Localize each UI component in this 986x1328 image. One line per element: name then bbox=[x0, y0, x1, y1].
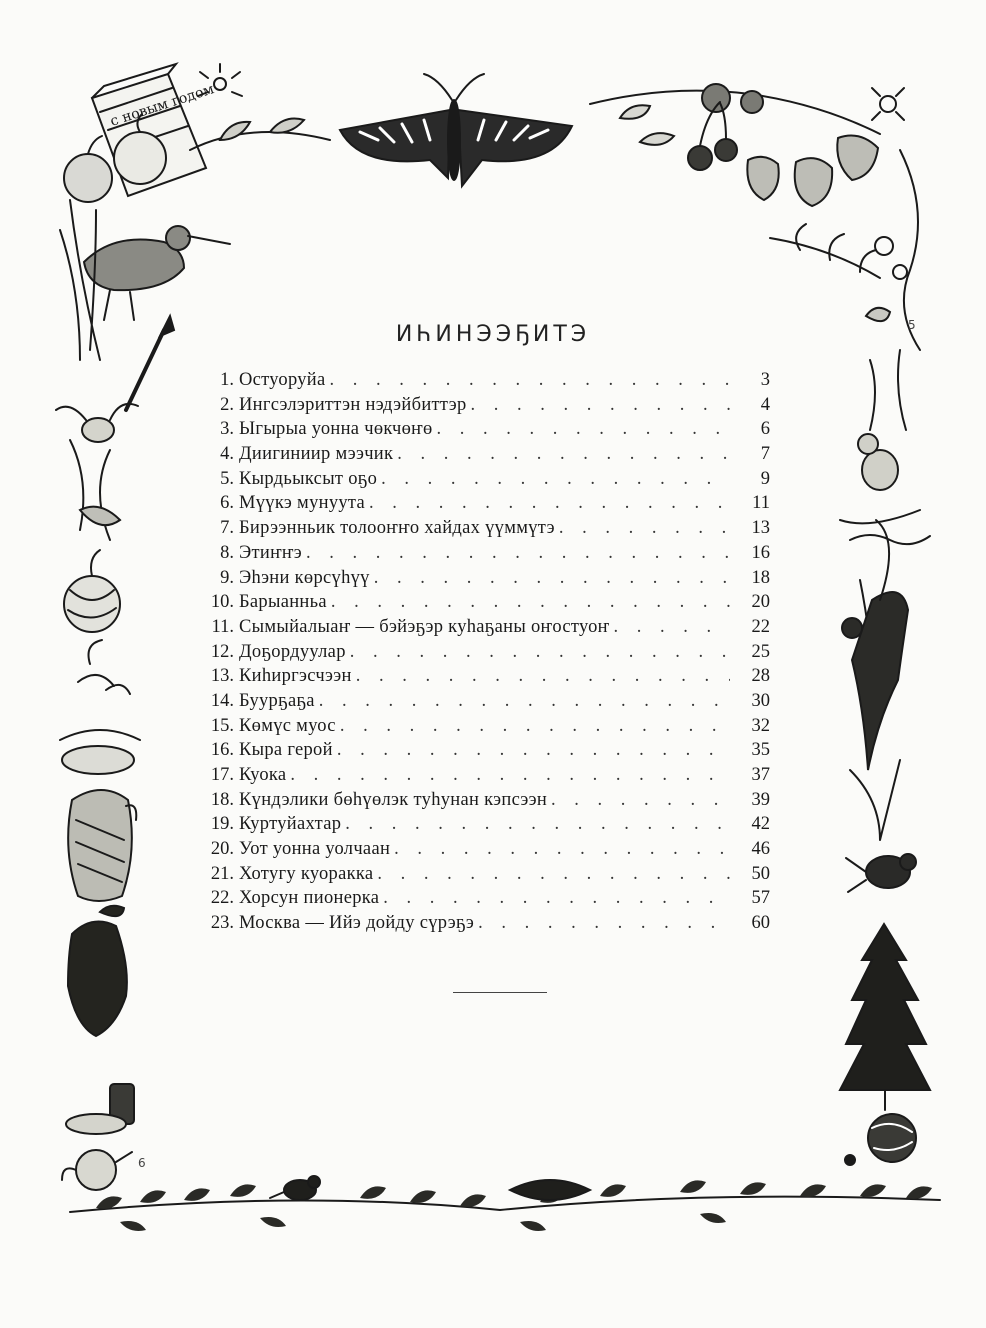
toc-entry-title: Кыра герой bbox=[239, 740, 333, 761]
toc-entry-page: 60 bbox=[751, 913, 770, 934]
toc-dot-leader bbox=[614, 615, 730, 640]
divider-rule bbox=[453, 992, 547, 993]
toc-entry-title: Куртуйахтар bbox=[239, 814, 342, 835]
toc-entry-title: Доҕордуулар bbox=[239, 641, 346, 662]
toc-entry-page: 4 bbox=[760, 394, 770, 415]
toc-entry-number: 18. bbox=[210, 789, 234, 810]
toc-dot-leader bbox=[290, 763, 730, 788]
toc-entry-page: 22 bbox=[751, 616, 770, 637]
toc-entry bbox=[198, 862, 770, 887]
toc-entry-page: 50 bbox=[751, 863, 770, 884]
toc-dot-leader bbox=[559, 516, 730, 541]
toc-entry-number: 10. bbox=[210, 592, 234, 613]
toc-entry-title: Кырдьыксыт оҕо bbox=[239, 468, 378, 489]
chick-illustration bbox=[840, 350, 930, 544]
toc-entry-number: 16. bbox=[210, 740, 234, 761]
toc-entry-number: 15. bbox=[210, 715, 234, 736]
toc-entry-number: 6. bbox=[220, 493, 234, 514]
toc-entry bbox=[198, 590, 770, 615]
toc-entry-title: Москва — Ийэ дойду сүрэҕэ bbox=[239, 913, 475, 934]
toc-entry-number: 4. bbox=[220, 444, 234, 465]
notebook-text: с новым годом bbox=[108, 81, 217, 130]
fir-tree-illustration bbox=[840, 924, 930, 1110]
toc-entry bbox=[198, 393, 770, 418]
toc-entry-page: 11 bbox=[752, 493, 770, 514]
toc-dot-leader bbox=[356, 664, 730, 689]
toc-dot-leader bbox=[381, 467, 730, 492]
toc-entry-title: Киһиргэсчээн bbox=[239, 666, 352, 687]
toc-entry-page: 25 bbox=[751, 641, 770, 662]
toc-dot-leader bbox=[337, 738, 730, 763]
toc-entry-number: 13. bbox=[210, 666, 234, 687]
toc-entry bbox=[198, 788, 770, 813]
toc-dot-leader bbox=[340, 714, 730, 739]
toc-dot-leader bbox=[350, 640, 730, 665]
toc-entry bbox=[198, 417, 770, 442]
woodcock-illustration bbox=[84, 226, 230, 320]
toc-entry-title: Күндэлики бөһүөлэк туһунан кэпсээн bbox=[239, 789, 548, 810]
toc-entry-number: 3. bbox=[220, 419, 234, 440]
berries-illustration bbox=[590, 84, 880, 206]
toc-dot-leader bbox=[394, 837, 730, 862]
toc-entry bbox=[198, 516, 770, 541]
toc-dot-leader bbox=[377, 862, 730, 887]
toc-entry-page: 28 bbox=[751, 666, 770, 687]
toc-dot-leader bbox=[437, 417, 731, 442]
toc-entry-number: 9. bbox=[220, 567, 234, 588]
toc-dot-leader bbox=[331, 590, 730, 615]
bear-illustration bbox=[68, 906, 127, 1036]
toc-entry bbox=[198, 467, 770, 492]
toc-entry-page: 37 bbox=[751, 765, 770, 785]
toc-dot-leader bbox=[330, 368, 730, 393]
toc-entry-number: 17. bbox=[210, 765, 234, 785]
toc-entry-number: 7. bbox=[220, 518, 234, 539]
toc-entry bbox=[198, 714, 770, 739]
toc-entry bbox=[198, 837, 770, 862]
toc-entry-title: Көмүс муос bbox=[239, 715, 336, 736]
toc-entry-number: 5. bbox=[220, 468, 234, 489]
toc-entry bbox=[198, 368, 770, 393]
toc-entry-number: 12. bbox=[210, 641, 234, 662]
toc-entry bbox=[198, 886, 770, 911]
toc-entry-page: 46 bbox=[751, 839, 770, 860]
toc-dot-leader bbox=[374, 566, 730, 591]
toc-entry-number: 8. bbox=[220, 542, 234, 563]
toc-entry bbox=[198, 442, 770, 467]
toc-entry bbox=[198, 738, 770, 763]
toc-entry-title: Уот уонна уолчаан bbox=[239, 839, 391, 860]
toc-entry-title: Хотугу куоракка bbox=[239, 863, 374, 884]
toc-entry-page: 9 bbox=[760, 468, 770, 489]
toc-entry bbox=[198, 566, 770, 591]
toc-entry-page: 20 bbox=[751, 592, 770, 613]
toc-entry-number: 20. bbox=[210, 839, 234, 860]
toc-entry bbox=[198, 812, 770, 837]
toc-entry-page: 13 bbox=[751, 518, 770, 539]
toc-entry-number: 14. bbox=[210, 690, 234, 711]
toc-entry-number: 22. bbox=[210, 888, 234, 909]
toc-entry-title: Диигиниир мээчик bbox=[239, 444, 394, 465]
toc-entry-title: Этиҥҥэ bbox=[239, 542, 302, 563]
contents-heading: ИҺИНЭЭҔИТЭ bbox=[395, 322, 591, 347]
bird-illustration bbox=[270, 1176, 320, 1200]
toc-entry-title: Ыгырыа уонна чөкчөҥө bbox=[239, 419, 433, 440]
toc-entry-title: Ингсэлэриттэн нэдэйбиттэр bbox=[239, 394, 467, 415]
toc-entry bbox=[198, 640, 770, 665]
table-of-contents bbox=[198, 368, 770, 936]
toc-entry-title: Буурҕаҕа bbox=[239, 690, 315, 711]
toc-dot-leader bbox=[369, 491, 730, 516]
toc-dot-leader bbox=[551, 788, 730, 813]
page-number-bottom: 6 bbox=[138, 1156, 146, 1170]
bird-illustration bbox=[846, 854, 916, 892]
squirrel-illustration bbox=[842, 520, 908, 770]
toc-dot-leader bbox=[306, 541, 730, 566]
toc-entry-number: 11. bbox=[211, 616, 234, 637]
toc-entry bbox=[198, 615, 770, 640]
toc-entry-page: 39 bbox=[751, 789, 770, 810]
toc-entry-title: Бирээнньик толооҥҥо хайдах үүммүтэ bbox=[239, 518, 555, 539]
toc-entry-number: 19. bbox=[210, 814, 234, 835]
toc-entry-page: 30 bbox=[751, 690, 770, 711]
flower-icon bbox=[872, 88, 904, 120]
toc-entry bbox=[198, 763, 770, 788]
toc-entry-title: Хорсун пионерка bbox=[239, 888, 380, 909]
toc-dot-leader bbox=[478, 911, 730, 936]
toc-entry-number: 23. bbox=[210, 913, 234, 934]
toc-entry-number: 1. bbox=[220, 370, 234, 390]
basket-illustration bbox=[68, 790, 136, 901]
toc-dot-leader bbox=[471, 393, 730, 418]
toc-entry-title: Эһэни көрсүһүү bbox=[239, 567, 370, 588]
toc-entry-page: 16 bbox=[751, 542, 770, 563]
toc-dot-leader bbox=[397, 442, 730, 467]
toc-entry bbox=[198, 911, 770, 936]
toc-entry-page: 57 bbox=[751, 888, 770, 909]
toc-entry-page: 6 bbox=[760, 419, 770, 440]
toc-entry bbox=[198, 664, 770, 689]
toc-entry-title: Сымыйалыаҥ — бэйэҕэр куһаҕаны оҥостуоҥ bbox=[239, 616, 610, 637]
toc-entry-title: Остуоруйа bbox=[239, 370, 326, 390]
toc-entry bbox=[198, 491, 770, 516]
toc-entry bbox=[198, 541, 770, 566]
toc-entry-page: 3 bbox=[760, 370, 770, 390]
toc-entry-page: 35 bbox=[751, 740, 770, 761]
toc-dot-leader bbox=[383, 886, 730, 911]
toc-entry-page: 7 bbox=[760, 444, 770, 465]
toc-dot-leader bbox=[319, 689, 730, 714]
butterfly-illustration bbox=[340, 74, 572, 186]
toc-entry-page: 18 bbox=[751, 567, 770, 588]
toc-entry-number: 21. bbox=[210, 863, 234, 884]
toc-entry-title: Куока bbox=[239, 765, 287, 785]
toc-entry-number: 2. bbox=[220, 394, 234, 415]
teapot-illustration bbox=[62, 1084, 134, 1190]
toc-entry bbox=[198, 689, 770, 714]
page-number-top: 5 bbox=[908, 318, 916, 332]
toc-entry-page: 32 bbox=[751, 715, 770, 736]
toc-entry-page: 42 bbox=[751, 814, 770, 835]
toc-entry-title: Мүүкэ мунуута bbox=[239, 493, 366, 514]
toc-entry-title: Барыанньа bbox=[239, 592, 327, 613]
toc-dot-leader bbox=[345, 812, 730, 837]
